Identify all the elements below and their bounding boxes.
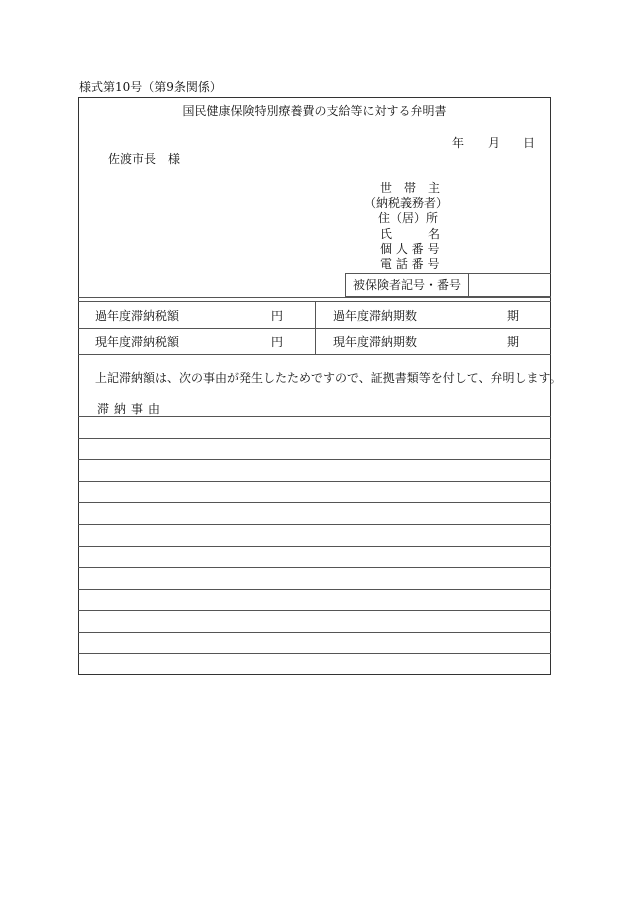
reason-line[interactable]: [78, 438, 551, 439]
reason-line[interactable]: [78, 546, 551, 547]
reason-line[interactable]: [78, 502, 551, 503]
insured-number-field[interactable]: [345, 273, 551, 297]
reason-line[interactable]: [78, 416, 551, 417]
reason-label: 滞納事由: [97, 402, 166, 416]
reason-line[interactable]: [78, 459, 551, 460]
past-year-periods-label: 過年度滞納期数: [333, 309, 418, 323]
personal-number-label: 個 人 番 号: [380, 242, 440, 256]
address-label: 住（居）所: [378, 211, 439, 225]
past-year-periods-unit: 期: [507, 309, 520, 323]
current-year-periods-label: 現年度滞納期数: [333, 335, 418, 349]
household-head-label: 世 帯 主: [380, 181, 441, 195]
date-day-label: 日: [523, 136, 536, 150]
section-divider: [78, 297, 551, 298]
form-number: 様式第10号（第9条関係）: [79, 80, 222, 94]
reason-line[interactable]: [78, 589, 551, 590]
reason-line[interactable]: [78, 632, 551, 633]
current-year-amount-label: 現年度滞納税額: [95, 335, 180, 349]
statement-text: 上記滞納額は、次の事由が発生したためですので、証拠書類等を付して、弁明します。: [95, 371, 562, 385]
past-year-amount-unit: 円: [271, 309, 284, 323]
phone-label: 電 話 番 号: [380, 257, 440, 271]
reason-line[interactable]: [78, 567, 551, 568]
reason-line[interactable]: [78, 653, 551, 654]
taxpayer-label: （納税義務者）: [364, 196, 449, 210]
row-divider: [78, 354, 551, 355]
current-year-amount-unit: 円: [271, 335, 284, 349]
column-divider: [315, 301, 316, 354]
name-label: 氏 名: [380, 227, 441, 241]
document-title: 国民健康保険特別療養費の支給等に対する弁明書: [182, 104, 447, 118]
reason-line[interactable]: [78, 610, 551, 611]
insured-number-label: 被保険者記号・番号: [346, 274, 469, 296]
reason-line[interactable]: [78, 481, 551, 482]
reason-line[interactable]: [78, 524, 551, 525]
addressee: 佐渡市長 様: [108, 152, 181, 166]
date-month-label: 月: [488, 136, 501, 150]
date-year-label: 年: [452, 136, 465, 150]
past-year-amount-label: 過年度滞納税額: [95, 309, 180, 323]
current-year-periods-unit: 期: [507, 335, 520, 349]
